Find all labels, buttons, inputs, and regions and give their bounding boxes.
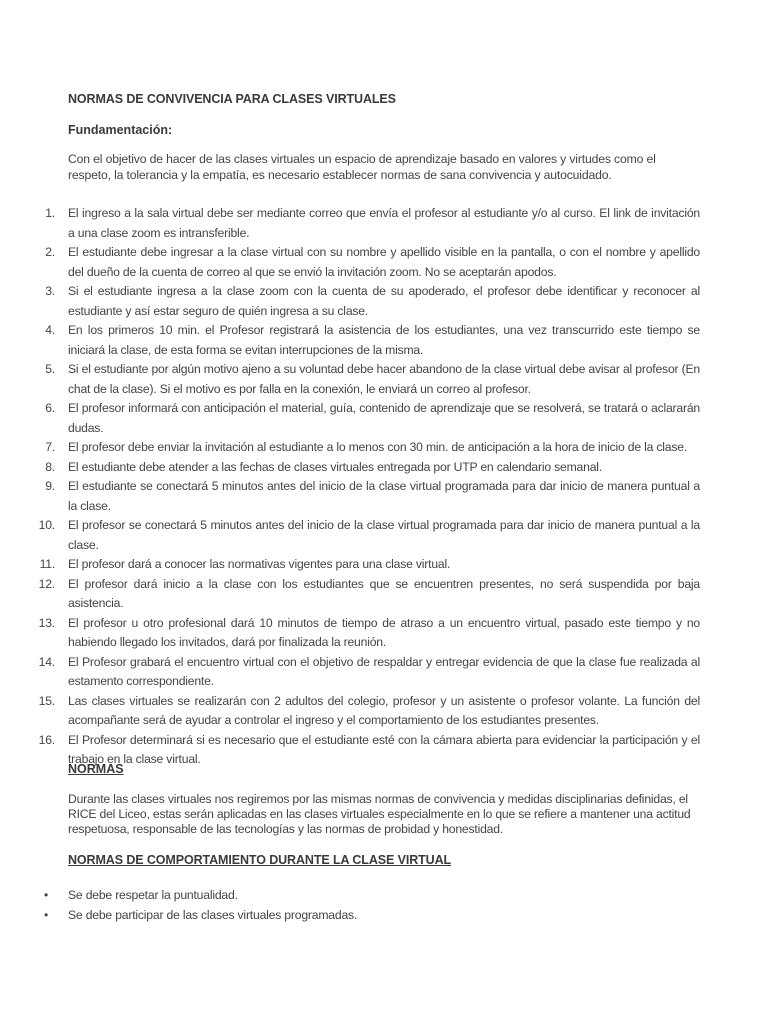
rule-text: El ingreso a la sala virtual debe ser mediante correo que envía el profesor al estudiante y/o al curso. El link de invitación a una clase zoom es intransferible. [68,206,700,240]
behavior-list [0,885,357,925]
rule-text: El profesor se conectará 5 minutos antes del inicio de la clase virtual programada para dar inicio de manera puntual a la clase. [68,518,700,552]
rule-item [0,516,700,555]
behavior-text: Se debe respetar la puntualidad. [68,888,238,902]
rule-number: 1. [45,206,55,220]
rule-number: 5. [45,362,55,376]
rule-number: 16. [38,732,55,747]
rule-number: 8. [45,459,55,474]
rule-number: 13. [38,615,55,630]
rule-text: El profesor u otro profesional dará 10 minutos de tiempo de atraso a un encuentro virtual, pasado este tiempo y no habiendo llegado los invitados, dará por finalizada la reunión. [68,615,700,649]
rule-text: El Profesor grabará el encuentro virtual con el objetivo de respaldar y entregar evidencia de que la clase fue realizada al estamento correspondiente. [68,654,700,688]
rule-item [0,438,700,458]
rule-text: El estudiante debe ingresar a la clase virtual con su nombre y apellido visible en la pantalla, o con el nombre y apellido del dueño de la cuenta de correo al que se envió la invitación zoom. No se aceptarán apodos. [68,245,700,279]
rule-item [0,204,700,243]
bullet-icon: • [44,888,49,902]
rule-number: 12. [38,576,55,591]
rule-number: 10. [38,518,55,532]
rule-text: El profesor dará inicio a la clase con los estudiantes que se encuentren presentes, no será suspendida por baja asistencia. [68,576,700,610]
rule-text: El profesor dará a conocer las normativas vigentes para una clase virtual. [68,557,451,571]
normas-paragraph: Durante las clases virtuales nos regiremos por las mismas normas de convivencia y medidas disciplinarias definidas, el RICE del Liceo, estas serán aplicadas en las clases virtuales especialmente en lo que se refiere a mantener una actitud respetuosa, responsable de las tecnologías y las normas de probidad y honestidad. [68,792,691,836]
rule-number: 11. [39,557,55,571]
rule-item [0,458,700,478]
rule-item [0,614,700,653]
rule-item [0,360,700,399]
rule-item [0,282,700,321]
rule-item [0,692,700,731]
rule-text: El profesor informará con anticipación el material, guía, contenido de aprendizaje que se resolverá, se tratará o aclararán dudas. [68,401,700,435]
rule-text: El estudiante se conectará 5 minutos antes del inicio de la clase virtual programada para dar inicio de manera puntual a la clase. [68,479,700,513]
rule-item [0,243,700,282]
rule-text: El estudiante debe atender a las fechas de clases virtuales entregada por UTP en calendario semanal. [68,459,602,474]
rule-number: 15. [38,693,55,708]
document-title: NORMAS DE CONVIVENCIA PARA CLASES VIRTUALES [68,92,396,106]
rule-item [0,321,700,360]
rule-text: Si el estudiante ingresa a la clase zoom con la cuenta de su apoderado, el profesor debe identificar y reconocer al estudiante y así estar seguro de quién ingresa a su clase. [68,284,700,318]
rules-list [0,204,768,770]
rule-item [0,477,700,516]
rule-item [0,575,700,614]
rule-item [0,399,700,438]
rule-text: En los primeros 10 min. el Profesor registrará la asistencia de los estudiantes, una vez transcurrido este tiempo se iniciará la clase, de esta forma se evitan interrupciones de la misma. [68,323,700,357]
behavior-item [0,905,357,925]
rule-number: 9. [45,479,55,493]
rule-number: 3. [45,284,55,298]
behavior-item [0,885,357,905]
rule-text: El Profesor determinará si es necesario que el estudiante esté con la cámara abierta para evidenciar la participación y el trabajo en la clase virtual. [68,732,700,766]
behavior-text: Se debe participar de las clases virtuales programadas. [68,908,358,922]
rule-item [0,653,700,692]
intro-paragraph: Con el objetivo de hacer de las clases virtuales un espacio de aprendizaje basado en valores y virtudes como el respeto, la tolerancia y la empatía, es necesario establecer normas de sana convivencia y autocuidado. [68,152,656,182]
behavior-heading: NORMAS DE COMPORTAMIENTO DURANTE LA CLASE VIRTUAL [68,853,452,867]
rule-text: El profesor debe enviar la invitación al estudiante a lo menos con 30 min. de anticipación a la hora de inicio de la clase. [68,440,688,454]
rule-item [0,555,700,575]
rule-number: 4. [45,323,55,337]
rule-number: 6. [45,401,55,415]
rule-number: 14. [38,654,55,669]
normas-heading: NORMAS [68,762,124,776]
bullet-icon: • [44,908,49,922]
fundamentacion-heading: Fundamentación: [68,123,173,137]
rule-text: Si el estudiante por algún motivo ajeno a su voluntad debe hacer abandono de la clase virtual debe avisar al profesor (En chat de la clase). Si el motivo es por falla en la conexión, le enviará un correo al profesor. [68,362,700,396]
rule-number: 2. [45,245,55,259]
rule-number: 7. [45,440,55,454]
rule-text: Las clases virtuales se realizarán con 2 adultos del colegio, profesor y un asistente o profesor volante. La función del acompañante será de ayudar a controlar el ingreso y el comportamiento de los estudiantes presentes. [68,693,700,727]
